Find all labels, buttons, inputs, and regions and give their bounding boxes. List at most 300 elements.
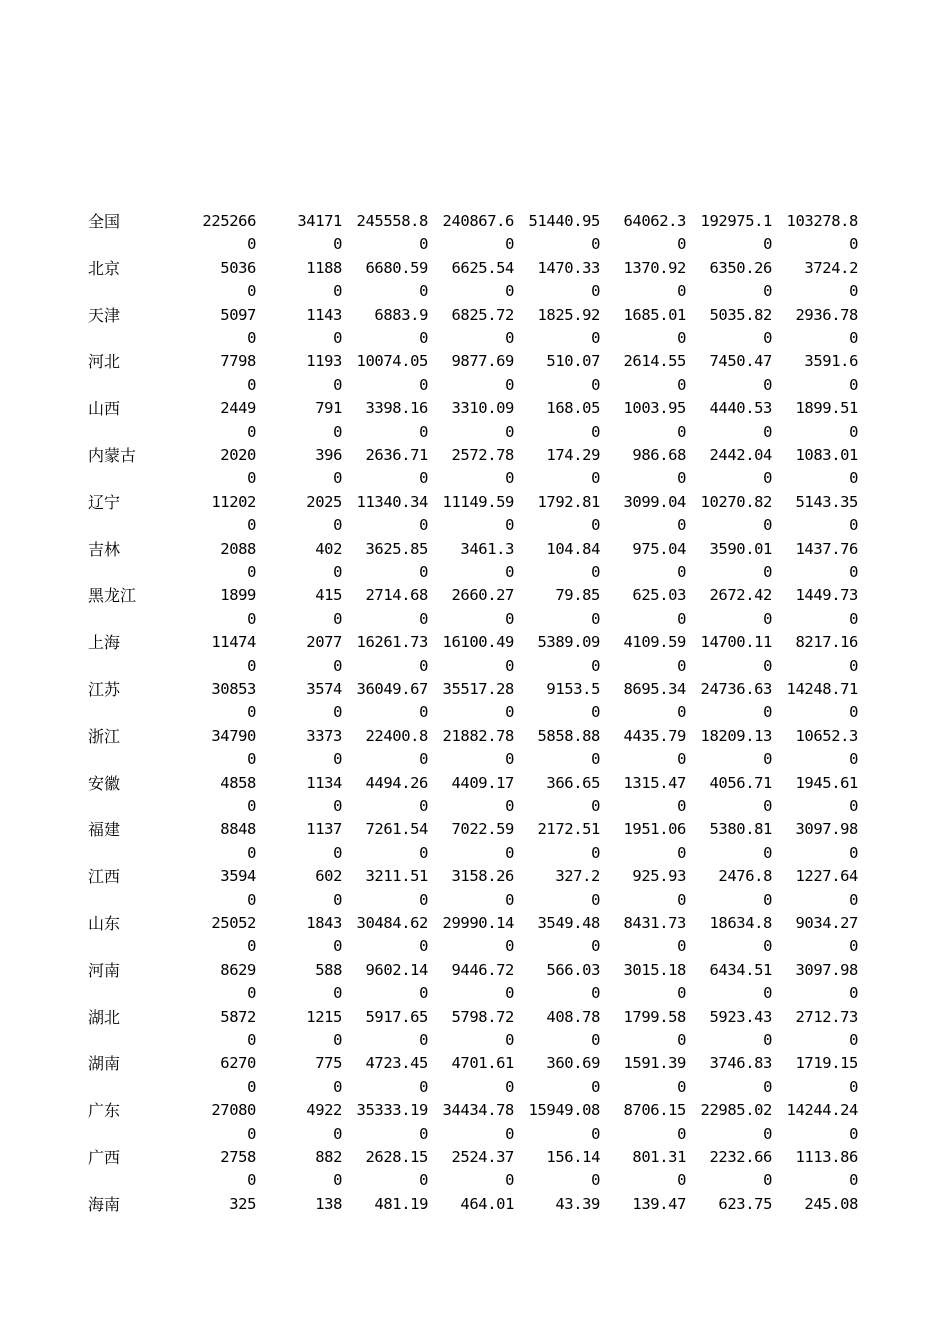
- value-cell: 51440.95: [528, 212, 600, 230]
- value-cell: 192975.1: [700, 212, 772, 230]
- value-cell: 4494.26: [365, 773, 428, 792]
- value-cell: 882: [315, 1147, 342, 1166]
- row-main-line: [88, 1099, 863, 1122]
- value-cell: 3310.09: [451, 399, 514, 418]
- wrap-value-cell: 0: [677, 984, 686, 1003]
- wrap-value-cell: 0: [247, 516, 256, 535]
- wrap-value-cell: 0: [591, 843, 600, 862]
- row-wrap-line: [88, 701, 863, 724]
- value-cell: 103278.8: [786, 212, 858, 230]
- wrap-value-cell: 0: [333, 843, 342, 862]
- value-cell: 8706.15: [623, 1101, 686, 1120]
- value-cell: 1137: [306, 820, 342, 839]
- wrap-value-cell: 0: [333, 796, 342, 815]
- value-cell: 360.69: [546, 1054, 600, 1073]
- wrap-value-cell: 0: [591, 750, 600, 769]
- wrap-value-cell: 0: [849, 282, 858, 301]
- value-cell: 2758: [220, 1147, 256, 1166]
- wrap-value-cell: 0: [505, 328, 514, 347]
- wrap-spacer: [88, 1123, 170, 1146]
- value-cell: 1951.06: [623, 820, 686, 839]
- region-name: 海南: [88, 1194, 121, 1214]
- wrap-value-cell: 0: [849, 1171, 858, 1190]
- value-cell: 139.47: [632, 1194, 686, 1213]
- wrap-value-cell: 0: [763, 796, 772, 815]
- wrap-spacer: [88, 795, 170, 818]
- value-cell: 1003.95: [623, 399, 686, 418]
- value-cell: 1315.47: [623, 773, 686, 792]
- value-cell: 6434.51: [709, 960, 772, 979]
- wrap-value-cell: 0: [419, 469, 428, 488]
- value-cell: 1370.92: [623, 258, 686, 277]
- wrap-spacer: [88, 1029, 170, 1052]
- wrap-value-cell: 0: [419, 937, 428, 956]
- wrap-value-cell: 0: [849, 1124, 858, 1143]
- value-cell: 25052: [211, 913, 256, 932]
- wrap-value-cell: 0: [419, 1077, 428, 1096]
- value-cell: 5380.81: [709, 820, 772, 839]
- wrap-value-cell: 0: [763, 1171, 772, 1190]
- wrap-value-cell: 0: [419, 656, 428, 675]
- value-cell: 3549.48: [537, 913, 600, 932]
- wrap-value-cell: 0: [419, 1124, 428, 1143]
- wrap-value-cell: 0: [763, 469, 772, 488]
- wrap-spacer: [88, 608, 170, 631]
- wrap-value-cell: 0: [591, 703, 600, 722]
- value-cell: 34171: [297, 212, 342, 230]
- value-cell: 801.31: [632, 1147, 686, 1166]
- row-wrap-line: [88, 327, 863, 350]
- wrap-value-cell: 0: [419, 422, 428, 441]
- value-cell: 2524.37: [451, 1147, 514, 1166]
- wrap-value-cell: 0: [333, 656, 342, 675]
- wrap-value-cell: 0: [677, 469, 686, 488]
- wrap-value-cell: 0: [763, 609, 772, 628]
- wrap-value-cell: 0: [505, 1124, 514, 1143]
- wrap-value-cell: 0: [333, 282, 342, 301]
- region-name: 全国: [88, 212, 121, 231]
- value-cell: 2636.71: [365, 445, 428, 464]
- table-row: [88, 1006, 863, 1053]
- wrap-value-cell: 0: [763, 843, 772, 862]
- wrap-value-cell: 0: [419, 1171, 428, 1190]
- value-cell: 138: [315, 1194, 342, 1213]
- table-row: [88, 304, 863, 351]
- wrap-value-cell: 0: [333, 1171, 342, 1190]
- value-cell: 3724.2: [804, 258, 858, 277]
- wrap-spacer: [88, 935, 170, 958]
- value-cell: 156.14: [546, 1147, 600, 1166]
- value-cell: 2442.04: [709, 445, 772, 464]
- wrap-value-cell: 0: [333, 469, 342, 488]
- wrap-value-cell: 0: [591, 890, 600, 909]
- value-cell: 3591.6: [804, 352, 858, 371]
- row-main-line: [88, 304, 863, 327]
- wrap-spacer: [88, 1076, 170, 1099]
- value-cell: 5389.09: [537, 633, 600, 652]
- wrap-value-cell: 0: [419, 796, 428, 815]
- table-row: [88, 257, 863, 304]
- wrap-value-cell: 0: [677, 796, 686, 815]
- value-cell: 3461.3: [460, 539, 514, 558]
- wrap-spacer: [88, 701, 170, 724]
- value-cell: 4440.53: [709, 399, 772, 418]
- value-cell: 1134: [306, 773, 342, 792]
- wrap-value-cell: 0: [333, 609, 342, 628]
- wrap-value-cell: 0: [677, 890, 686, 909]
- wrap-spacer: [88, 374, 170, 397]
- wrap-value-cell: 0: [677, 282, 686, 301]
- table-row: [88, 397, 863, 444]
- value-cell: 3211.51: [365, 867, 428, 886]
- value-cell: 2660.27: [451, 586, 514, 605]
- value-cell: 18634.8: [709, 913, 772, 932]
- value-cell: 5858.88: [537, 726, 600, 745]
- value-cell: 775: [315, 1054, 342, 1073]
- wrap-value-cell: 0: [849, 469, 858, 488]
- value-cell: 2628.15: [365, 1147, 428, 1166]
- table-row: [88, 1099, 863, 1146]
- row-wrap-line: [88, 795, 863, 818]
- wrap-value-cell: 0: [849, 890, 858, 909]
- wrap-value-cell: 0: [505, 422, 514, 441]
- wrap-value-cell: 0: [247, 469, 256, 488]
- wrap-value-cell: 0: [247, 609, 256, 628]
- value-cell: 6825.72: [451, 305, 514, 324]
- wrap-value-cell: 0: [849, 1077, 858, 1096]
- value-cell: 174.29: [546, 445, 600, 464]
- row-main-line: [88, 584, 863, 607]
- wrap-spacer: [88, 233, 170, 256]
- wrap-value-cell: 0: [763, 422, 772, 441]
- value-cell: 7798: [220, 352, 256, 371]
- wrap-value-cell: 0: [333, 937, 342, 956]
- value-cell: 3097.98: [795, 820, 858, 839]
- value-cell: 602: [315, 867, 342, 886]
- region-name: 广东: [88, 1101, 121, 1121]
- value-cell: 5097: [220, 305, 256, 324]
- row-main-line: [88, 257, 863, 280]
- wrap-value-cell: 0: [333, 1077, 342, 1096]
- value-cell: 1843: [306, 913, 342, 932]
- value-cell: 9446.72: [451, 960, 514, 979]
- wrap-value-cell: 0: [333, 984, 342, 1003]
- table-row: [88, 678, 863, 725]
- wrap-value-cell: 0: [849, 656, 858, 675]
- wrap-value-cell: 0: [763, 984, 772, 1003]
- wrap-value-cell: 0: [677, 1171, 686, 1190]
- value-cell: 104.84: [546, 539, 600, 558]
- wrap-value-cell: 0: [333, 1124, 342, 1143]
- wrap-value-cell: 0: [419, 562, 428, 581]
- value-cell: 3097.98: [795, 960, 858, 979]
- value-cell: 4701.61: [451, 1054, 514, 1073]
- wrap-value-cell: 0: [591, 796, 600, 815]
- wrap-spacer: [88, 467, 170, 490]
- wrap-value-cell: 0: [763, 375, 772, 394]
- region-name: 天津: [88, 305, 121, 325]
- table-row: [88, 912, 863, 959]
- value-cell: 327.2: [555, 867, 600, 886]
- wrap-value-cell: 0: [849, 375, 858, 394]
- value-cell: 464.01: [460, 1194, 514, 1213]
- wrap-value-cell: 0: [247, 796, 256, 815]
- wrap-value-cell: 0: [763, 937, 772, 956]
- value-cell: 6350.26: [709, 258, 772, 277]
- value-cell: 5035.82: [709, 305, 772, 324]
- region-name: 福建: [88, 820, 121, 840]
- wrap-value-cell: 0: [849, 235, 858, 254]
- value-cell: 3398.16: [365, 399, 428, 418]
- wrap-value-cell: 0: [849, 703, 858, 722]
- row-wrap-line: [88, 1123, 863, 1146]
- wrap-value-cell: 0: [849, 937, 858, 956]
- value-cell: 11202: [211, 492, 256, 511]
- wrap-value-cell: 0: [505, 375, 514, 394]
- region-name: 江苏: [88, 679, 121, 699]
- wrap-value-cell: 0: [849, 1030, 858, 1049]
- value-cell: 34434.78: [442, 1101, 514, 1120]
- value-cell: 3015.18: [623, 960, 686, 979]
- value-cell: 1899: [220, 586, 256, 605]
- value-cell: 29990.14: [442, 913, 514, 932]
- wrap-value-cell: 0: [247, 1030, 256, 1049]
- wrap-value-cell: 0: [677, 328, 686, 347]
- value-cell: 9153.5: [546, 679, 600, 698]
- value-cell: 1719.15: [795, 1054, 858, 1073]
- value-cell: 2025: [306, 492, 342, 511]
- wrap-value-cell: 0: [247, 235, 256, 254]
- wrap-value-cell: 0: [505, 469, 514, 488]
- wrap-value-cell: 0: [505, 937, 514, 956]
- value-cell: 245558.8: [356, 212, 428, 230]
- value-cell: 16261.73: [356, 633, 428, 652]
- wrap-value-cell: 0: [763, 282, 772, 301]
- wrap-value-cell: 0: [677, 656, 686, 675]
- value-cell: 3590.01: [709, 539, 772, 558]
- region-name: 山西: [88, 399, 121, 419]
- wrap-spacer: [88, 982, 170, 1005]
- row-wrap-line: [88, 1169, 863, 1192]
- wrap-value-cell: 0: [763, 1077, 772, 1096]
- row-main-line: [88, 912, 863, 935]
- value-cell: 9877.69: [451, 352, 514, 371]
- value-cell: 623.75: [718, 1194, 772, 1213]
- row-wrap-line: [88, 421, 863, 444]
- table-row: [88, 584, 863, 631]
- value-cell: 1792.81: [537, 492, 600, 511]
- value-cell: 35517.28: [442, 679, 514, 698]
- value-cell: 1193: [306, 352, 342, 371]
- wrap-value-cell: 0: [333, 235, 342, 254]
- region-name: 湖南: [88, 1054, 121, 1074]
- wrap-value-cell: 0: [333, 562, 342, 581]
- value-cell: 1449.73: [795, 586, 858, 605]
- wrap-value-cell: 0: [505, 1030, 514, 1049]
- wrap-value-cell: 0: [333, 375, 342, 394]
- value-cell: 1188: [306, 258, 342, 277]
- region-name: 辽宁: [88, 492, 121, 512]
- table-row: [88, 725, 863, 772]
- wrap-value-cell: 0: [333, 422, 342, 441]
- wrap-value-cell: 0: [505, 843, 514, 862]
- value-cell: 3158.26: [451, 867, 514, 886]
- wrap-value-cell: 0: [333, 516, 342, 535]
- value-cell: 2088: [220, 539, 256, 558]
- value-cell: 4109.59: [623, 633, 686, 652]
- wrap-value-cell: 0: [849, 422, 858, 441]
- wrap-value-cell: 0: [677, 843, 686, 862]
- value-cell: 6680.59: [365, 258, 428, 277]
- value-cell: 5143.35: [795, 492, 858, 511]
- wrap-value-cell: 0: [333, 890, 342, 909]
- wrap-value-cell: 0: [677, 235, 686, 254]
- wrap-value-cell: 0: [591, 282, 600, 301]
- table-row: [88, 538, 863, 585]
- value-cell: 225266: [202, 212, 256, 230]
- value-cell: 925.93: [632, 867, 686, 886]
- wrap-value-cell: 0: [849, 609, 858, 628]
- wrap-value-cell: 0: [505, 1077, 514, 1096]
- row-main-line: [88, 1052, 863, 1075]
- wrap-value-cell: 0: [763, 703, 772, 722]
- value-cell: 8217.16: [795, 633, 858, 652]
- row-main-line: [88, 350, 863, 373]
- value-cell: 4723.45: [365, 1054, 428, 1073]
- wrap-value-cell: 0: [419, 375, 428, 394]
- value-cell: 408.78: [546, 1007, 600, 1026]
- wrap-spacer: [88, 889, 170, 912]
- value-cell: 1215: [306, 1007, 342, 1026]
- row-wrap-line: [88, 374, 863, 397]
- value-cell: 18209.13: [700, 726, 772, 745]
- value-cell: 10074.05: [356, 352, 428, 371]
- table-row: [88, 959, 863, 1006]
- wrap-value-cell: 0: [333, 328, 342, 347]
- wrap-value-cell: 0: [333, 703, 342, 722]
- value-cell: 1470.33: [537, 258, 600, 277]
- region-name: 江西: [88, 867, 121, 887]
- region-name: 河北: [88, 352, 121, 372]
- wrap-spacer: [88, 421, 170, 444]
- value-cell: 240867.6: [442, 212, 514, 230]
- row-main-line: [88, 818, 863, 841]
- wrap-value-cell: 0: [591, 1171, 600, 1190]
- wrap-value-cell: 0: [677, 937, 686, 956]
- value-cell: 2614.55: [623, 352, 686, 371]
- value-cell: 22985.02: [700, 1101, 772, 1120]
- value-cell: 9034.27: [795, 913, 858, 932]
- value-cell: 9602.14: [365, 960, 428, 979]
- wrap-value-cell: 0: [333, 1030, 342, 1049]
- wrap-spacer: [88, 514, 170, 537]
- wrap-value-cell: 0: [591, 1030, 600, 1049]
- wrap-value-cell: 0: [247, 375, 256, 394]
- wrap-value-cell: 0: [419, 609, 428, 628]
- value-cell: 7022.59: [451, 820, 514, 839]
- value-cell: 2714.68: [365, 586, 428, 605]
- row-main-line: [88, 865, 863, 888]
- value-cell: 245.08: [804, 1194, 858, 1213]
- value-cell: 15949.08: [528, 1101, 600, 1120]
- value-cell: 8629: [220, 960, 256, 979]
- wrap-value-cell: 0: [677, 422, 686, 441]
- value-cell: 1083.01: [795, 445, 858, 464]
- row-wrap-line: [88, 608, 863, 631]
- value-cell: 22400.8: [365, 726, 428, 745]
- table-row: [88, 444, 863, 491]
- value-cell: 366.65: [546, 773, 600, 792]
- wrap-value-cell: 0: [505, 750, 514, 769]
- value-cell: 2672.42: [709, 586, 772, 605]
- wrap-value-cell: 0: [591, 609, 600, 628]
- wrap-value-cell: 0: [677, 516, 686, 535]
- wrap-value-cell: 0: [677, 562, 686, 581]
- wrap-value-cell: 0: [247, 937, 256, 956]
- value-cell: 2232.66: [709, 1147, 772, 1166]
- wrap-value-cell: 0: [591, 1124, 600, 1143]
- row-main-line: [88, 631, 863, 654]
- value-cell: 2476.8: [718, 867, 772, 886]
- wrap-value-cell: 0: [247, 1124, 256, 1143]
- wrap-spacer: [88, 1169, 170, 1192]
- wrap-value-cell: 0: [419, 1030, 428, 1049]
- value-cell: 4922: [306, 1101, 342, 1120]
- wrap-value-cell: 0: [505, 796, 514, 815]
- region-name: 山东: [88, 913, 121, 933]
- value-cell: 1685.01: [623, 305, 686, 324]
- wrap-value-cell: 0: [333, 750, 342, 769]
- value-cell: 30853: [211, 679, 256, 698]
- wrap-value-cell: 0: [591, 469, 600, 488]
- value-cell: 566.03: [546, 960, 600, 979]
- row-wrap-line: [88, 280, 863, 303]
- row-wrap-line: [88, 233, 863, 256]
- value-cell: 35333.19: [356, 1101, 428, 1120]
- row-main-line: [88, 538, 863, 561]
- wrap-value-cell: 0: [763, 1124, 772, 1143]
- wrap-value-cell: 0: [505, 890, 514, 909]
- wrap-value-cell: 0: [763, 235, 772, 254]
- wrap-value-cell: 0: [247, 656, 256, 675]
- row-wrap-line: [88, 1029, 863, 1052]
- value-cell: 14244.24: [786, 1101, 858, 1120]
- value-cell: 396: [315, 445, 342, 464]
- wrap-value-cell: 0: [677, 1077, 686, 1096]
- wrap-value-cell: 0: [591, 235, 600, 254]
- value-cell: 4435.79: [623, 726, 686, 745]
- row-main-line: [88, 725, 863, 748]
- value-cell: 5036: [220, 258, 256, 277]
- value-cell: 1437.76: [795, 539, 858, 558]
- value-cell: 3594: [220, 867, 256, 886]
- wrap-value-cell: 0: [849, 750, 858, 769]
- wrap-spacer: [88, 561, 170, 584]
- row-wrap-line: [88, 514, 863, 537]
- value-cell: 2936.78: [795, 305, 858, 324]
- value-cell: 6883.9: [374, 305, 428, 324]
- wrap-value-cell: 0: [763, 516, 772, 535]
- table-row: [88, 1052, 863, 1099]
- wrap-spacer: [88, 655, 170, 678]
- table-row: [88, 865, 863, 912]
- wrap-value-cell: 0: [419, 843, 428, 862]
- wrap-spacer: [88, 280, 170, 303]
- wrap-value-cell: 0: [677, 609, 686, 628]
- row-main-line: [88, 491, 863, 514]
- wrap-value-cell: 0: [247, 282, 256, 301]
- wrap-spacer: [88, 842, 170, 865]
